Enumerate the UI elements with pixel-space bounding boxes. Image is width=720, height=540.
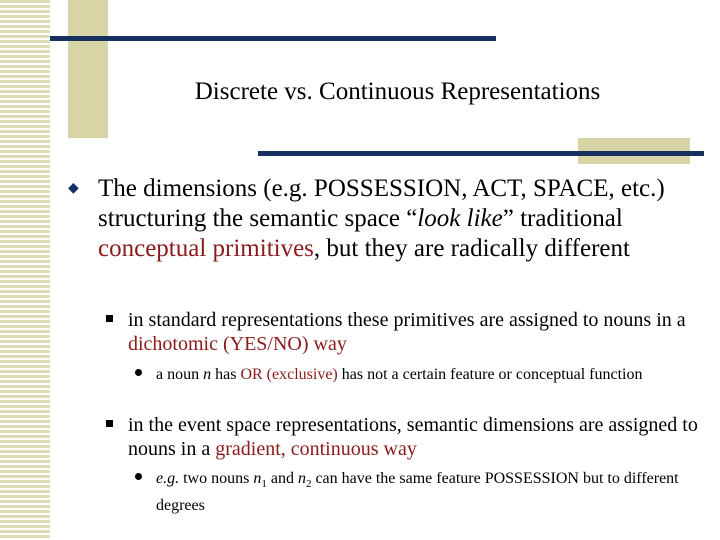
diamond-bullet-icon: ◆ bbox=[68, 181, 79, 196]
bullet-level2-text: in standard representations these primitives are assigned to nouns in a dichotomic (YES/NO) way bbox=[128, 309, 686, 355]
dot-bullet-icon bbox=[135, 369, 142, 376]
dot-bullet-icon bbox=[135, 473, 142, 480]
decorative-stripes bbox=[0, 0, 50, 540]
bullet-level2-standard bbox=[106, 308, 706, 356]
decorative-bar-top bbox=[50, 36, 496, 41]
bullet-level1 bbox=[68, 174, 698, 264]
bullet-level3-noun bbox=[135, 364, 705, 385]
decorative-block-top bbox=[68, 0, 108, 138]
bullet-level3-text: e.g. two nouns $n_1$ and $n_2$ can have the same feature POSSESSION but to different degrees bbox=[156, 470, 679, 515]
square-bullet-icon bbox=[106, 420, 113, 427]
bullet-level1-text: The dimensions (e.g. POSSESSION, ACT, SPACE, etc.) structuring the semantic space “look like” traditional conceptual primitives, but they are radically different bbox=[98, 175, 665, 262]
square-bullet-icon bbox=[106, 315, 113, 322]
decorative-bar-middle bbox=[258, 151, 704, 156]
bullet-level3-example bbox=[135, 468, 705, 516]
bullet-level2-event-space bbox=[106, 413, 706, 461]
slide-title: Discrete vs. Continuous Representations bbox=[194, 78, 601, 105]
bullet-level2-text: in the event space representations, semantic dimensions are assigned to nouns in a gradient, continuous way bbox=[128, 414, 698, 460]
bullet-level3-text: a noun n has OR (exclusive) has not a certain feature or conceptual function bbox=[156, 366, 643, 383]
